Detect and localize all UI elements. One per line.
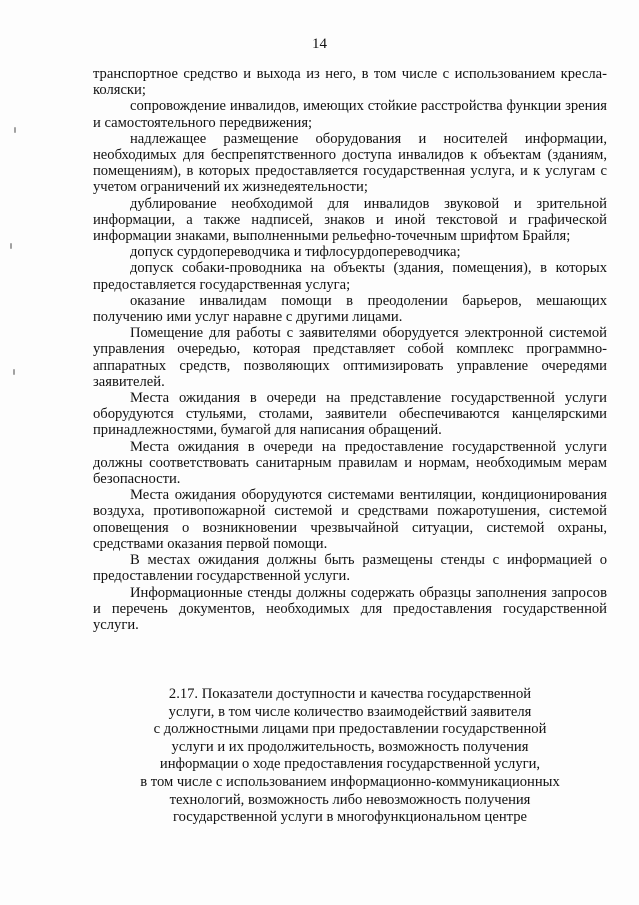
paragraph-9: Места ожидания в очереди на представление государственной услуги оборудуются стульями, столами, заявители обеспечиваются канцелярскими принадлежностями, бумагой для написания обращений. [93,390,607,439]
paragraph-12: В местах ожидания должны быть размещены стенды с информацией о предоставлении государственной услуги. [93,552,607,585]
paragraph-3: надлежащее размещение оборудования и носителей информации, необходимых для беспрепятственного доступа инвалидов к объектам (зданиям, помещениям), в которых предоставляется государственная услуга, и к услугам с учетом ограничений их жизнедеятельности; [93,130,607,196]
heading-line-1: 2.17. Показатели доступности и качества государственной [168,686,532,702]
paragraph-13: Информационные стенды должны содержать образцы заполнения запросов и перечень документов, необходимых для предоставления государственной услуги. [93,584,607,633]
paragraph-5: допуск сурдопереводчика и тифлосурдопереводчика; [130,244,461,261]
paragraph-6: допуск собаки-проводника на объекты (здания, помещения), в которых предоставляется государственная услуга; [93,260,607,293]
heading-line-6: в том числе с использованием информационно-коммуникационных [140,773,560,790]
heading-line-3: с должностными лицами при предоставлении государственной [153,721,547,738]
heading-line-2: услуги, в том числе количество взаимодействий заявителя [168,703,532,720]
paragraph-10: Места ожидания в очереди на предоставление государственной услуги должны соответствовать санитарным правилам и нормам, необходимым мерам безопасности. [93,438,607,488]
scan-speck [13,369,15,375]
paragraph-8: Помещение для работы с заявителями оборудуется электронной системой управления очередью, которая представляет собой комплекс программно-аппаратных средств, позволяющих оптимизировать управление очередями заявителей. [93,325,607,390]
paragraph-2: сопровождение инвалидов, имеющих стойкие расстройства функции зрения и самостоятельного передвижения; [93,98,607,131]
paragraph-11: Места ожидания оборудуются системами вентиляции, кондиционирования воздуха, противопожарной системой и средствами пожаротушения, системой оповещения о возникновении чрезвычайной ситуации, системой охраны, средствами оказания первой помощи. [93,487,607,552]
scan-speck [14,127,16,133]
body-text [93,66,607,633]
paragraph-7: оказание инвалидам помощи в преодолении барьеров, мешающих получению ими услуг наравне с другими лицами. [93,292,607,326]
heading-line-4: услуги и их продолжительность, возможность получения [171,738,529,755]
heading-line-8: государственной услуги в многофункциональном центре [173,809,527,826]
page-number: 14 [312,36,327,52]
paragraph-1: транспортное средство и выхода из него, в том числе с использованием кресла-коляски; [93,66,607,99]
scan-speck [10,243,12,249]
paragraph-4: дублирование необходимой для инвалидов звуковой и зрительной информации, а также надписей, знаков и иной текстовой и графической информации знаками, выполненными рельефно-точечным шрифтом Брайля; [93,195,607,245]
heading-line-7: технологий, возможность либо невозможность получения [169,791,531,808]
section-heading [93,686,607,827]
heading-line-5: информации о ходе предоставления государственной услуги, [159,756,541,773]
